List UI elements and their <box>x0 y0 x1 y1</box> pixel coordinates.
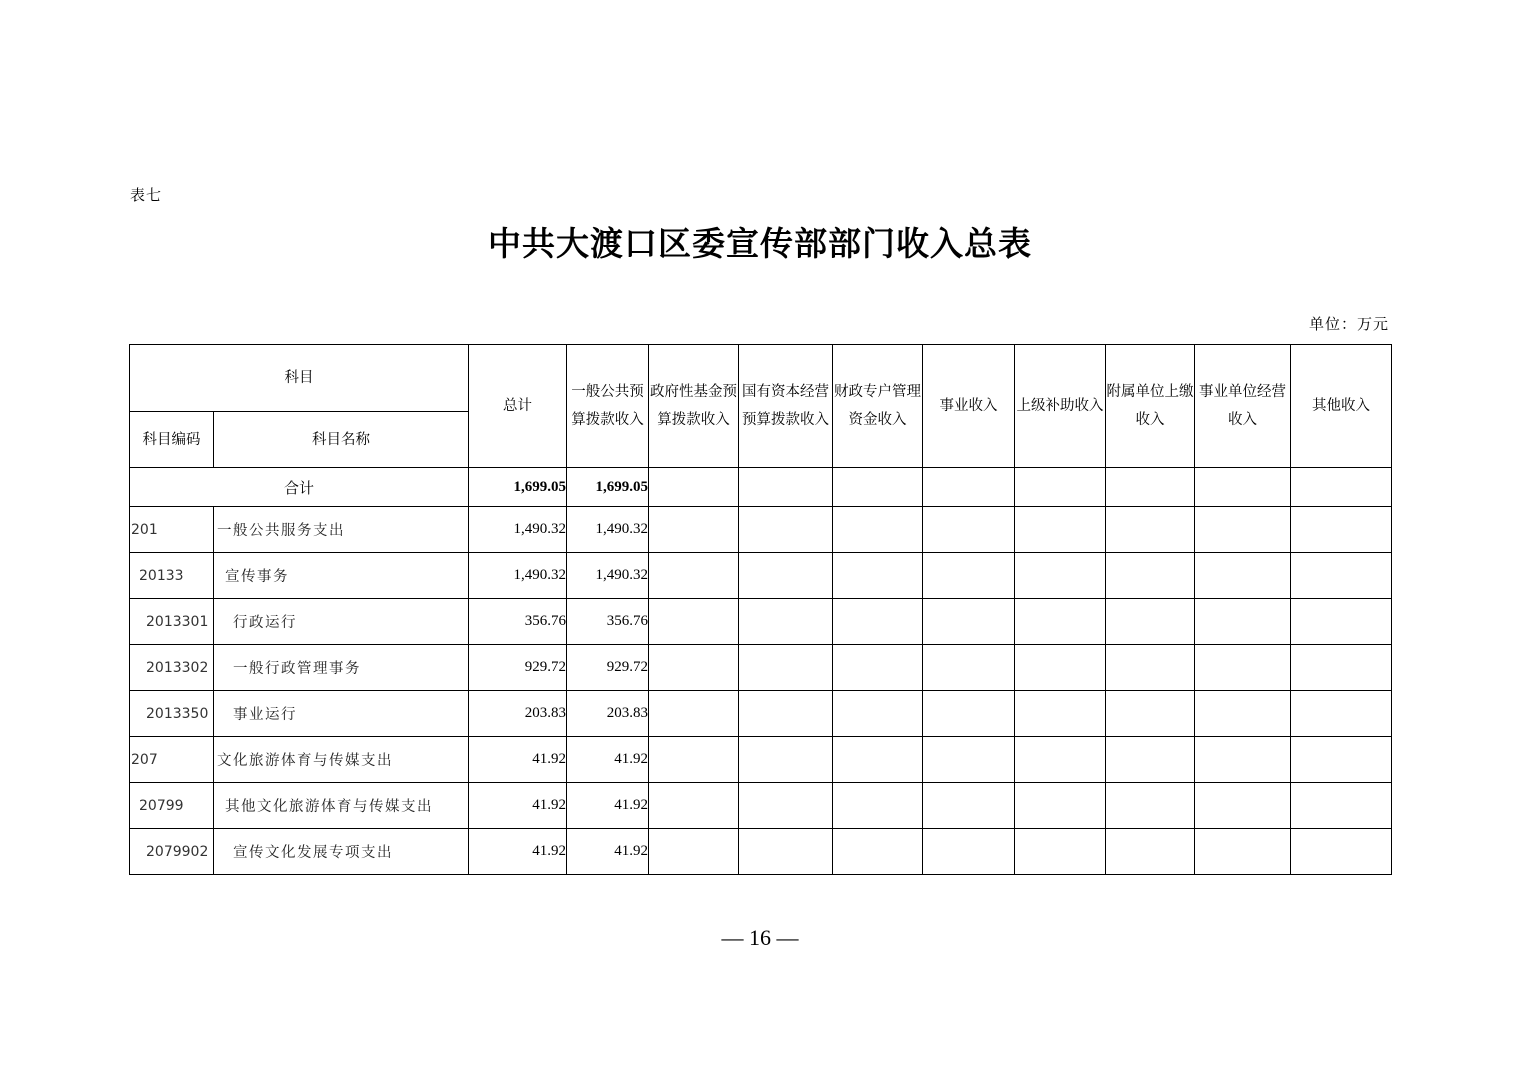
empty-cell <box>739 783 833 829</box>
empty-cell <box>1015 599 1106 645</box>
row-name: 一般行政管理事务 <box>214 645 469 691</box>
header-row-top <box>130 345 1392 412</box>
row-code: 207 <box>130 737 214 783</box>
row-name: 宣传事务 <box>214 553 469 599</box>
empty-cell <box>1195 783 1291 829</box>
table-row <box>130 599 1392 645</box>
empty-cell <box>1015 507 1106 553</box>
header-business-income: 事业收入 <box>923 345 1015 468</box>
empty-cell <box>833 645 923 691</box>
header-state-capital: 国有资本经营预算拨款收入 <box>739 345 833 468</box>
empty-cell <box>1106 737 1195 783</box>
row-general-budget: 929.72 <box>567 645 649 691</box>
empty-cell <box>649 737 739 783</box>
row-name: 行政运行 <box>214 599 469 645</box>
row-general-budget: 41.92 <box>567 737 649 783</box>
empty-cell <box>833 468 923 507</box>
empty-cell <box>1015 783 1106 829</box>
empty-cell <box>833 691 923 737</box>
empty-cell <box>649 691 739 737</box>
total-cell-general-budget: 1,699.05 <box>567 468 649 507</box>
unit-label: 单位：万元 <box>1308 315 1389 333</box>
empty-cell <box>739 645 833 691</box>
row-code: 20133 <box>130 553 214 599</box>
empty-cell <box>1106 507 1195 553</box>
empty-cell <box>1291 737 1392 783</box>
header-general-budget: 一般公共预算拨款收入 <box>567 345 649 468</box>
empty-cell <box>1291 691 1392 737</box>
header-business-operation: 事业单位经营收入 <box>1195 345 1291 468</box>
header-subject: 科目 <box>130 345 469 412</box>
table-row <box>130 553 1392 599</box>
empty-cell <box>1195 599 1291 645</box>
row-total: 41.92 <box>469 737 567 783</box>
empty-cell <box>923 829 1015 875</box>
row-code: 2079902 <box>130 829 214 875</box>
empty-cell <box>1106 645 1195 691</box>
row-general-budget: 41.92 <box>567 783 649 829</box>
table-row <box>130 783 1392 829</box>
row-code: 2013350 <box>130 691 214 737</box>
row-code: 201 <box>130 507 214 553</box>
row-total: 929.72 <box>469 645 567 691</box>
empty-cell <box>1106 599 1195 645</box>
empty-cell <box>739 829 833 875</box>
table-row <box>130 829 1392 875</box>
empty-cell <box>1291 468 1392 507</box>
table-row <box>130 507 1392 553</box>
empty-cell <box>923 599 1015 645</box>
empty-cell <box>739 691 833 737</box>
row-general-budget: 1,490.32 <box>567 553 649 599</box>
header-subject-code: 科目编码 <box>130 412 214 468</box>
table-label: 表七 <box>130 186 163 204</box>
empty-cell <box>739 553 833 599</box>
empty-cell <box>1015 737 1106 783</box>
empty-cell <box>833 829 923 875</box>
empty-cell <box>923 553 1015 599</box>
row-code: 20799 <box>130 783 214 829</box>
empty-cell <box>1106 468 1195 507</box>
empty-cell <box>649 468 739 507</box>
empty-cell <box>1195 553 1291 599</box>
row-name: 宣传文化发展专项支出 <box>214 829 469 875</box>
empty-cell <box>739 507 833 553</box>
row-general-budget: 203.83 <box>567 691 649 737</box>
empty-cell <box>1195 645 1291 691</box>
empty-cell <box>1106 829 1195 875</box>
header-superior-subsidy: 上级补助收入 <box>1015 345 1106 468</box>
page-title: 中共大渡口区委宣传部部门收入总表 <box>488 224 1032 263</box>
header-fiscal-special: 财政专户管理资金收入 <box>833 345 923 468</box>
row-total: 356.76 <box>469 599 567 645</box>
row-name: 其他文化旅游体育与传媒支出 <box>214 783 469 829</box>
empty-cell <box>1195 829 1291 875</box>
empty-cell <box>739 468 833 507</box>
empty-cell <box>833 507 923 553</box>
header-affiliated-payment: 附属单位上缴收入 <box>1106 345 1195 468</box>
empty-cell <box>1195 737 1291 783</box>
empty-cell <box>739 599 833 645</box>
empty-cell <box>923 507 1015 553</box>
total-label: 合计 <box>130 468 469 507</box>
empty-cell <box>923 468 1015 507</box>
row-code: 2013301 <box>130 599 214 645</box>
row-total: 41.92 <box>469 783 567 829</box>
row-name: 文化旅游体育与传媒支出 <box>214 737 469 783</box>
empty-cell <box>1291 553 1392 599</box>
row-code: 2013302 <box>130 645 214 691</box>
empty-cell <box>649 829 739 875</box>
empty-cell <box>1291 829 1392 875</box>
empty-cell <box>1015 553 1106 599</box>
empty-cell <box>923 691 1015 737</box>
empty-cell <box>1106 783 1195 829</box>
header-subject-name: 科目名称 <box>214 412 469 468</box>
empty-cell <box>923 783 1015 829</box>
empty-cell <box>833 783 923 829</box>
empty-cell <box>649 783 739 829</box>
empty-cell <box>833 553 923 599</box>
header-total: 总计 <box>469 345 567 468</box>
income-summary-table <box>129 344 1392 875</box>
empty-cell <box>833 599 923 645</box>
empty-cell <box>649 553 739 599</box>
empty-cell <box>1015 468 1106 507</box>
empty-cell <box>1195 468 1291 507</box>
empty-cell <box>1291 783 1392 829</box>
empty-cell <box>1015 829 1106 875</box>
empty-cell <box>1015 645 1106 691</box>
row-total: 1,490.32 <box>469 507 567 553</box>
row-general-budget: 356.76 <box>567 599 649 645</box>
row-general-budget: 1,490.32 <box>567 507 649 553</box>
empty-cell <box>1195 691 1291 737</box>
empty-cell <box>923 645 1015 691</box>
total-cell-total: 1,699.05 <box>469 468 567 507</box>
empty-cell <box>649 599 739 645</box>
row-name: 一般公共服务支出 <box>214 507 469 553</box>
header-other-income: 其他收入 <box>1291 345 1392 468</box>
empty-cell <box>649 645 739 691</box>
empty-cell <box>1291 599 1392 645</box>
row-total: 41.92 <box>469 829 567 875</box>
empty-cell <box>1106 553 1195 599</box>
empty-cell <box>1291 507 1392 553</box>
empty-cell <box>1015 691 1106 737</box>
header-gov-fund: 政府性基金预算拨款收入 <box>649 345 739 468</box>
empty-cell <box>649 507 739 553</box>
empty-cell <box>1106 691 1195 737</box>
table-row <box>130 645 1392 691</box>
row-total: 1,490.32 <box>469 553 567 599</box>
empty-cell <box>923 737 1015 783</box>
empty-cell <box>833 737 923 783</box>
empty-cell <box>1291 645 1392 691</box>
table-row <box>130 737 1392 783</box>
row-total: 203.83 <box>469 691 567 737</box>
empty-cell <box>1195 507 1291 553</box>
row-general-budget: 41.92 <box>567 829 649 875</box>
row-name: 事业运行 <box>214 691 469 737</box>
table-row <box>130 691 1392 737</box>
page-number: — 16 — <box>721 925 799 950</box>
total-row <box>130 468 1392 507</box>
empty-cell <box>739 737 833 783</box>
